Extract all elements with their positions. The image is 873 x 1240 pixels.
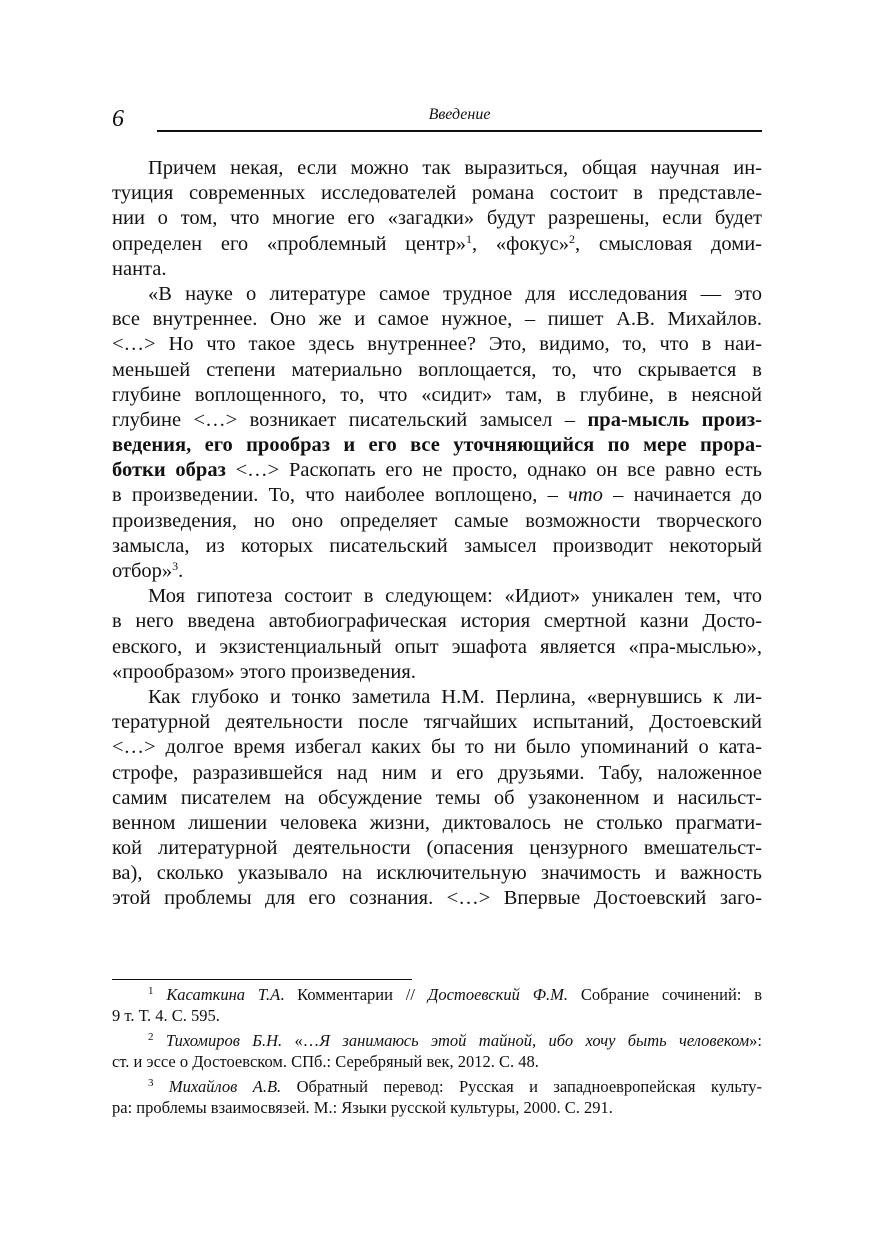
footnote-line xyxy=(112,1030,762,1051)
text-line: тературной деятельности после тягчайших испытаний, Достоевский xyxy=(112,711,762,734)
text-line xyxy=(112,458,762,483)
footnote-1 xyxy=(112,984,762,1026)
paragraph-1 xyxy=(112,156,762,282)
footnote-line: ст. и эссе о Достоевском. СПб.: Серебряный век, 2012. С. 48. xyxy=(112,1052,539,1071)
text-line: «прообразом» этого произведения. xyxy=(112,660,416,683)
footnotes xyxy=(112,984,762,1122)
text-segment: , смысловая доми- xyxy=(574,232,763,255)
text-line: туиция современных исследователей романа состоит в представле- xyxy=(112,182,762,205)
footnote-ref-1[interactable]: 1 xyxy=(466,231,473,246)
text-segment: Собрание сочинений: в xyxy=(567,985,763,1004)
footnote-line xyxy=(112,1076,762,1097)
text-line: все внутреннее. Оно же и самое нужное, – пишет А.В. Михайлов. xyxy=(112,308,762,331)
text-segment: . Комментарии // xyxy=(280,985,428,1004)
paragraph-4 xyxy=(112,685,762,912)
text-segment: Обратный перевод: Русская и западноевропейская культу- xyxy=(281,1077,763,1096)
text-line: в него введена автобиографическая история смертной казни Досто- xyxy=(112,610,762,633)
text-line xyxy=(112,559,762,584)
text-line: глубине воплощенного, то, что «сидит» там, в глубине, в неясной xyxy=(112,383,762,406)
body-text xyxy=(112,156,762,912)
paragraph-3 xyxy=(112,584,762,685)
text-line xyxy=(112,408,762,433)
footnote-separator xyxy=(112,979,412,980)
text-line xyxy=(112,483,762,508)
running-title: Введение xyxy=(428,106,491,123)
text-line: меньшей степени материально воплощается, то, что скрывается в xyxy=(112,358,762,381)
text-segment: »: xyxy=(749,1031,763,1050)
footnote-ref-3[interactable]: 3 xyxy=(172,559,179,573)
text-line: Как глубоко и тонко заметила Н.М. Перлина, «вернувшись к ли- xyxy=(148,685,762,708)
text-line: венном лишении человека жизни, диктовалось не столько прагмати- xyxy=(112,811,762,834)
bold-text: ведения, его прообраз и его все уточняющийся по мере прора- xyxy=(112,434,762,457)
header-rule xyxy=(157,130,762,132)
text-line: самим писателем на обсуждение темы об узаконенном и насильст- xyxy=(112,786,762,809)
footnote-line: 9 т. Т. 4. С. 595. xyxy=(112,1006,220,1025)
footnote-number: 2 xyxy=(148,1031,154,1043)
text-segment: – начинается до xyxy=(602,484,762,507)
footnote-2 xyxy=(112,1030,762,1072)
italic-text: что xyxy=(568,484,603,507)
footnote-line: ра: проблемы взаимосвязей. М.: Языки русской культуры, 2000. С. 291. xyxy=(112,1098,613,1117)
footnote-number: 3 xyxy=(148,1077,154,1089)
paragraph-2 xyxy=(112,282,762,584)
footnote-number: 1 xyxy=(148,985,154,997)
text-segment: «… xyxy=(282,1031,320,1050)
text-segment: глубине <…> возникает писательский замысел – xyxy=(112,408,588,431)
text-line: «В науке о литературе самое трудное для исследования — это xyxy=(148,282,762,305)
text-segment: , «фокус» xyxy=(472,232,569,255)
footnote-work: Я занимаюсь этой тайной, ибо хочу быть человеком xyxy=(319,1031,750,1050)
footnote-author: Михайлов А.В. xyxy=(168,1077,282,1096)
text-line: нанта. xyxy=(112,257,167,280)
text-segment: <…> Раскопать его не просто, однако он все равно есть xyxy=(225,459,762,482)
footnote-line xyxy=(112,984,762,1005)
text-line: ва), сколько указывало на исключительную значимость и важность xyxy=(112,862,762,885)
text-line: Моя гипотеза состоит в следующем: «Идиот» уникален тем, что xyxy=(148,585,762,608)
footnote-work: Достоевский Ф.М. xyxy=(427,985,568,1004)
text-segment: в произведении. То, что наиболее воплощено, – xyxy=(112,484,569,507)
text-segment: . xyxy=(178,560,184,582)
text-line: кой литературной деятельности (опасения цензурного вмешательст- xyxy=(112,837,762,860)
text-line: замысла, из которых писательский замысел производит некоторый xyxy=(112,534,762,557)
text-line: нии о том, что многие его «загадки» будут разрешены, если будет xyxy=(112,207,762,230)
text-line: этой проблемы для его сознания. <…> Впервые Достоевский заго- xyxy=(112,887,762,910)
footnote-3 xyxy=(112,1076,762,1118)
text-line: <…> Но что такое здесь внутреннее? Это, видимо, то, что в наи- xyxy=(112,333,762,356)
text-line xyxy=(112,433,762,458)
text-line: <…> долгое время избегал каких бы то ни было упоминаний о ката- xyxy=(112,736,762,759)
text-line: евского, и экзистенциальный опыт эшафота является «пра-мыслью», xyxy=(112,635,762,658)
text-line xyxy=(112,232,762,257)
text-segment: отбор» xyxy=(112,560,173,582)
footnote-ref-2[interactable]: 2 xyxy=(568,231,575,246)
text-line: Причем некая, если можно так выразиться, общая научная ин- xyxy=(148,157,762,179)
text-line: произведения, но оно определяет самые возможности творческого xyxy=(112,509,762,532)
page-number: 6 xyxy=(112,106,124,132)
text-segment: определен его «проблемный центр» xyxy=(112,232,467,255)
footnote-author: Касаткина Т.А xyxy=(166,985,281,1004)
footnote-author: Тихомиров Б.Н. xyxy=(165,1031,283,1050)
bold-text: ботки образ xyxy=(112,459,226,482)
bold-text: пра-мысль произ- xyxy=(587,408,762,431)
text-line: строфе, разразившейся над ним и его друзьями. Табу, наложенное xyxy=(112,761,762,784)
